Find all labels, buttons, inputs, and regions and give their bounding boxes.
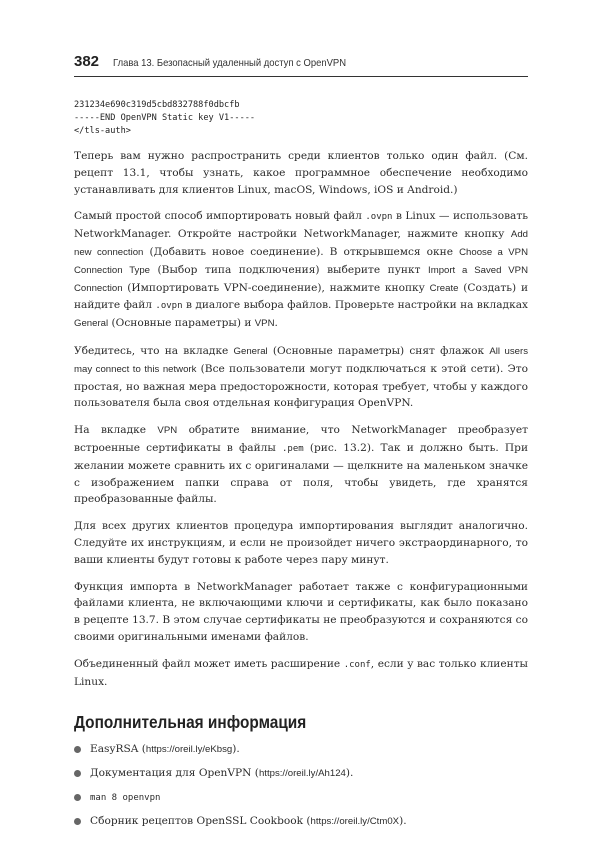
ui-label: All users may connect to this network — [74, 345, 528, 375]
list-item — [74, 789, 528, 807]
section-heading: Дополнительная информация — [74, 712, 307, 733]
list-item: Сборник рецептов OpenSSL Cookbook (https://oreil.ly/Ctm0X). — [74, 813, 528, 831]
ui-label: VPN — [157, 425, 178, 437]
list-item: EasyRSA (https://oreil.ly/eKbsg). — [74, 741, 528, 759]
ui-label: Choose a VPN Connection Type — [74, 246, 529, 276]
bullet-icon — [74, 770, 81, 777]
paragraph-6: Функция импорта в NetworkManager работает также с конфигурационными файлами клиента, не включающими ключи и сертификаты, как было показано в рецепте 13.7. В этом случае сертификаты не преобразуются и сохраняются со своими оригинальными именами файлов. — [74, 580, 528, 643]
list-item: Документация для OpenVPN (https://oreil.ly/Ah124). — [74, 765, 528, 783]
paragraph-4: На вкладке VPN обратите внимание, что NetworkManager преобразует встроенные сертификаты в файлы .pem (рис. 13.2). Так и должно быть. При желании можете сравнить их с оригиналами — щелкните на маленьком значке с изображением папки справа от поля, чтобы увидеть, где хранятся преобразованные файлы. — [74, 424, 529, 506]
page-number: 382 — [74, 53, 100, 70]
reference-link[interactable]: https://oreil.ly/Ah124 — [258, 768, 346, 780]
bullet-icon — [74, 746, 81, 753]
code-line: -----END OpenVPN Static key V1----- — [74, 113, 256, 123]
ui-label: VPN — [254, 318, 275, 330]
ui-label: Create — [429, 282, 459, 294]
bullet-icon — [74, 794, 81, 801]
ui-label: General — [233, 345, 268, 357]
body-text — [74, 148, 528, 837]
reference-link[interactable]: https://oreil.ly/eKbsg — [145, 744, 233, 756]
inline-code: .pem — [281, 443, 304, 454]
paragraph-3: Убедитесь, что на вкладке General (Основные параметры) снят флажок All users may connect to this network (Все пользователи могут подключаться к этой сети). Это простая, но важная мера предосторожности, которая требует, чтобы у каждого пользователя была своя отдельная конфигурация OpenVPN. — [74, 344, 528, 410]
paragraph-2: Самый простой способ импортировать новый файл .ovpn в Linux — использовать NetworkManager. Откройте настройки NetworkManager, нажмите кнопку Add new connection (Добавить новое соединение). В открывшемся окне Choose a VPN Connection Type (Выбор типа подключения) выберите пункт Import a Saved VPN Connection (Импортировать VPN-соединение), нажмите кнопку Create (Создать) и найдите файл .ovpn в диалоге выбора файлов. Проверьте настройки на вкладках General (Основные параметры) и VPN. — [74, 210, 529, 330]
reference-list — [74, 741, 528, 830]
page-header — [74, 50, 528, 77]
reference-link[interactable]: https://oreil.ly/Ctm0X — [310, 815, 400, 827]
code-line: 231234e690c319d5cbd832788f0dbcfb — [74, 100, 240, 110]
code-block — [74, 99, 528, 138]
bullet-icon — [74, 818, 81, 825]
paragraph-1: Теперь вам нужно распространить среди клиентов только один файл. (См. рецепт 13.1, чтобы узнать, какое программное обеспечение необходимо устанавливать для клиентов Linux, macOS, Windows, iOS и Android.) — [74, 150, 528, 196]
inline-code: .ovpn — [365, 212, 393, 223]
ui-label: Import a Saved VPN Connection — [74, 264, 528, 294]
ui-label: Add new connection — [74, 229, 528, 258]
running-head: Глава 13. Безопасный удаленный доступ с OpenVPN — [113, 57, 347, 69]
paragraph-5: Для всех других клиентов процедура импортирования выглядит аналогично. Следуйте их инструкциям, и если не произойдет ничего экстраординарного, то ваши клиенты будут готовы к работе через пару минут. — [74, 520, 528, 566]
inline-code: .conf — [343, 659, 371, 670]
inline-code: .ovpn — [155, 301, 183, 312]
code-line: </tls-auth> — [74, 126, 131, 136]
paragraph-7: Объединенный файл может иметь расширение .conf, если у вас только клиенты Linux. — [74, 657, 528, 688]
inline-code: man 8 openvpn — [90, 792, 161, 803]
ui-label: General — [74, 318, 109, 330]
